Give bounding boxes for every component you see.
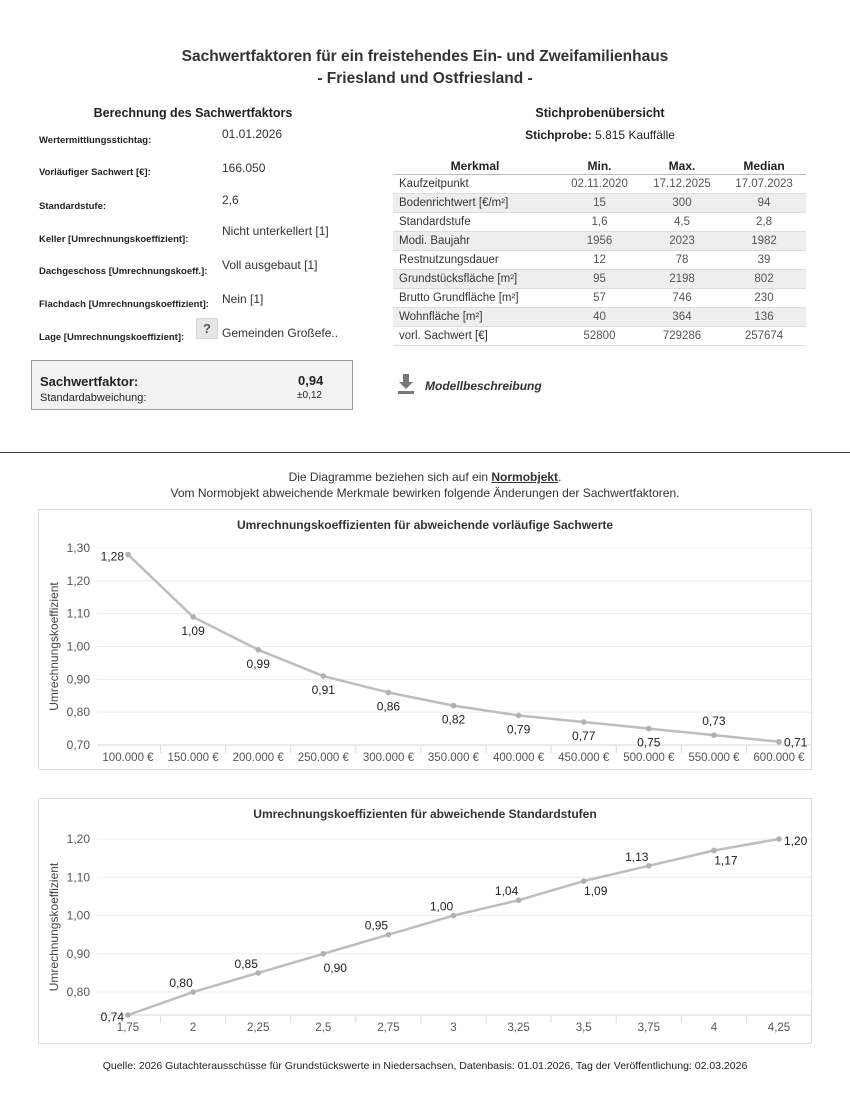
x-tick-label: 250.000 €	[297, 752, 349, 764]
y-tick-label: 0,90	[66, 946, 90, 961]
table-cell: Modi. Baujahr	[393, 232, 557, 251]
x-tick-label: 300.000 €	[362, 752, 414, 764]
prelim-value-label: Vorläufiger Sachwert [€]:	[39, 167, 151, 178]
sample-table	[393, 157, 806, 346]
data-point	[321, 951, 327, 957]
x-tick-label: 100.000 €	[102, 752, 154, 764]
standard-level-label: Standardstufe:	[39, 201, 107, 212]
data-label: 0,73	[702, 714, 726, 729]
table-row	[393, 270, 806, 289]
table-row	[393, 175, 806, 194]
chart-standardstufe	[39, 799, 811, 1043]
x-tick-label: 2,75	[377, 1022, 400, 1034]
x-tick-label: 1,75	[116, 1022, 140, 1034]
data-point	[646, 863, 652, 869]
table-row	[393, 308, 806, 327]
table-row	[393, 194, 806, 213]
valuation-date-label: Wertermittlungsstichtag:	[39, 135, 152, 146]
help-button[interactable]: ?	[196, 318, 218, 339]
x-tick-label: 150.000 €	[167, 752, 219, 764]
note-text: Die Diagramme beziehen sich auf ein	[288, 470, 492, 484]
table-cell: 57	[557, 289, 642, 308]
table-cell: Bodenrichtwert [€/m²]	[393, 194, 557, 213]
y-axis-label: Umrechnungskoeffizient	[47, 582, 61, 711]
data-label: 1,28	[100, 549, 124, 564]
flat-roof-value[interactable]: Nein [1]	[222, 292, 264, 306]
x-tick-label: 3,5	[575, 1022, 592, 1034]
data-point	[776, 739, 782, 745]
table-cell: Wohnfläche [m²]	[393, 308, 557, 327]
table-row	[393, 251, 806, 270]
std-deviation-label: Standardabweichung:	[40, 392, 147, 404]
table-cell: Kaufzeitpunkt	[393, 175, 557, 194]
data-point	[451, 703, 457, 709]
calc-section-title: Berechnung des Sachwertfaktors	[93, 106, 293, 120]
data-label: 0,75	[637, 735, 661, 750]
table-cell: 2198	[642, 270, 722, 289]
prelim-value-value[interactable]: 166.050	[222, 161, 266, 175]
table-cell: Grundstücksfläche [m²]	[393, 270, 557, 289]
data-point	[451, 913, 457, 919]
data-label: 0,79	[506, 722, 531, 737]
table-row	[393, 289, 806, 308]
table-header: Merkmal	[393, 157, 557, 175]
table-cell: 15	[557, 194, 642, 213]
table-cell: 1956	[557, 232, 642, 251]
data-point	[516, 713, 522, 719]
x-tick-label: 600.000 €	[753, 752, 805, 764]
data-point	[711, 732, 717, 738]
table-cell: 364	[642, 308, 722, 327]
table-cell: 2,8	[722, 213, 806, 232]
data-label: 1,09	[181, 623, 205, 638]
table-cell: 230	[722, 289, 806, 308]
table-row	[393, 232, 806, 251]
note-text: .	[558, 470, 562, 484]
x-tick-label: 2	[189, 1022, 197, 1034]
table-cell: 17.07.2023	[722, 175, 806, 194]
x-tick-label: 4,25	[767, 1022, 791, 1034]
chart-note-line1	[0, 470, 850, 484]
result-box	[31, 360, 353, 410]
data-point	[190, 989, 196, 995]
std-deviation-value: ±0,12	[297, 390, 322, 401]
table-cell: 4,5	[642, 213, 722, 232]
x-tick-label: 2,5	[315, 1022, 332, 1034]
table-cell: 729286	[642, 327, 722, 346]
y-tick-label: 1,10	[66, 870, 90, 885]
data-label: 1,13	[625, 849, 649, 864]
data-label: 0,99	[246, 656, 270, 671]
valuation-date-value[interactable]: 01.01.2026	[222, 127, 283, 141]
y-tick-label: 1,20	[66, 832, 90, 846]
table-cell: 300	[642, 194, 722, 213]
page-title: Sachwertfaktoren für ein freistehendes Ein- und Zweifamilienhaus	[181, 48, 669, 65]
data-label: 0,71	[784, 735, 808, 750]
table-cell: 802	[722, 270, 806, 289]
data-point	[581, 878, 587, 884]
table-cell: 17.12.2025	[642, 175, 722, 194]
table-cell: Brutto Grundfläche [m²]	[393, 289, 557, 308]
sample-count	[460, 128, 740, 142]
download-icon[interactable]	[397, 374, 415, 394]
data-label: 1,09	[584, 884, 608, 899]
y-tick-label: 1,00	[66, 908, 90, 923]
table-cell: 95	[557, 270, 642, 289]
table-row	[393, 213, 806, 232]
table-cell: 1982	[722, 232, 806, 251]
series-line	[128, 839, 779, 1015]
sample-count-value: 5.815 Kauffälle	[595, 128, 675, 142]
table-header: Max.	[642, 157, 722, 175]
table-cell: 257674	[722, 327, 806, 346]
y-tick-label: 1,30	[66, 541, 90, 555]
table-cell: 1,6	[557, 213, 642, 232]
data-label: 0,86	[376, 699, 401, 714]
data-label: 1,04	[494, 884, 519, 899]
data-point	[255, 647, 261, 653]
result-value: 0,94	[298, 373, 324, 388]
data-label: 1,00	[429, 899, 454, 914]
location-value[interactable]: Gemeinden Großefe..	[222, 326, 339, 340]
x-tick-label: 550.000 €	[688, 752, 740, 764]
table-cell: 78	[642, 251, 722, 270]
data-point	[516, 897, 522, 903]
x-tick-label: 450.000 €	[558, 752, 610, 764]
data-point	[125, 552, 131, 558]
data-point	[386, 690, 392, 696]
table-cell: 94	[722, 194, 806, 213]
data-point	[321, 673, 327, 679]
x-tick-label: 400.000 €	[493, 752, 545, 764]
sample-section-title: Stichprobenübersicht	[535, 106, 665, 120]
table-cell: 02.11.2020	[557, 175, 642, 194]
y-tick-label: 0,80	[66, 985, 90, 1000]
data-label: 1,17	[714, 853, 738, 868]
data-label: 0,82	[441, 712, 466, 727]
x-tick-label: 350.000 €	[427, 752, 480, 764]
data-label: 0,77	[572, 729, 596, 744]
chart-sachwert-box	[38, 509, 812, 770]
table-cell: 746	[642, 289, 722, 308]
table-cell: 2023	[642, 232, 722, 251]
chart-standardstufe-box	[38, 798, 812, 1044]
chart-title: Umrechnungskoeffizienten für abweichende vorläufige Sachwerte	[236, 518, 614, 532]
chart-note-line2: Vom Normobjekt abweichende Merkmale bewirken folgende Änderungen der Sachwertfaktoren.	[170, 486, 680, 500]
data-label: 1,20	[784, 834, 808, 848]
y-tick-label: 0,80	[66, 705, 90, 720]
result-label: Sachwertfaktor:	[40, 374, 139, 389]
table-cell: 136	[722, 308, 806, 327]
table-cell: Standardstufe	[393, 213, 557, 232]
x-tick-label: 200.000 €	[232, 752, 284, 764]
x-tick-label: 3,75	[637, 1022, 660, 1034]
y-tick-label: 1,10	[66, 606, 90, 621]
data-label: 0,95	[364, 918, 389, 933]
data-label: 0,91	[311, 683, 335, 698]
data-point	[711, 848, 717, 854]
table-header: Min.	[557, 157, 642, 175]
location-label: Lage [Umrechnungskoeffizient]:	[39, 332, 185, 343]
source-footer: Quelle: 2026 Gutachterausschüsse für Grundstückswerte in Niedersachsen, Datenbasis: 01.01.2026, Tag der Veröffentlichung: 02.03.2026	[102, 1060, 748, 1072]
table-header: Median	[722, 157, 806, 175]
data-point	[776, 836, 782, 842]
table-cell: vorl. Sachwert [€]	[393, 327, 557, 346]
data-label: 0,85	[234, 956, 258, 971]
x-tick-label: 3	[450, 1022, 457, 1034]
y-tick-label: 1,00	[66, 639, 90, 654]
x-tick-label: 3,25	[507, 1022, 530, 1034]
chart-sachwert	[39, 510, 811, 769]
page-subtitle: - Friesland und Ostfriesland -	[317, 70, 533, 87]
y-tick-label: 1,20	[66, 573, 90, 588]
y-tick-label: 0,70	[66, 738, 90, 752]
model-description-link[interactable]: Modellbeschreibung	[425, 379, 542, 393]
sample-count-label: Stichprobe:	[525, 128, 592, 142]
table-row	[393, 327, 806, 346]
cellar-value[interactable]: Nicht unterkellert [1]	[222, 224, 329, 238]
attic-value[interactable]: Voll ausgebaut [1]	[222, 258, 318, 272]
cellar-label: Keller [Umrechnungskoeffizient]:	[39, 234, 189, 245]
table-cell: 39	[722, 251, 806, 270]
data-point	[646, 726, 652, 732]
data-label: 0,90	[323, 960, 347, 975]
data-point	[255, 970, 261, 976]
section-divider	[0, 452, 850, 453]
flat-roof-label: Flachdach [Umrechnungskoeffizient]:	[39, 299, 209, 310]
data-label: 0,74	[100, 1010, 124, 1024]
table-cell: 52800	[557, 327, 642, 346]
data-point	[386, 932, 392, 938]
table-cell: 12	[557, 251, 642, 270]
data-point	[190, 614, 196, 620]
x-tick-label: 500.000 €	[623, 752, 675, 764]
data-label: 0,80	[169, 976, 193, 991]
data-point	[125, 1012, 131, 1018]
table-cell: 40	[557, 308, 642, 327]
attic-label: Dachgeschoss [Umrechnungskoeff.]:	[39, 266, 208, 277]
normobjekt-link[interactable]: Normobjekt	[491, 470, 559, 484]
data-point	[581, 719, 587, 725]
standard-level-value[interactable]: 2,6	[222, 193, 239, 207]
y-axis-label: Umrechnungskoeffizient	[47, 862, 61, 992]
x-tick-label: 2,25	[247, 1022, 270, 1034]
chart-title: Umrechnungskoeffizienten für abweichende Standardstufen	[253, 807, 597, 821]
y-tick-label: 0,90	[66, 672, 90, 687]
table-cell: Restnutzungsdauer	[393, 251, 557, 270]
x-tick-label: 4	[710, 1022, 718, 1034]
